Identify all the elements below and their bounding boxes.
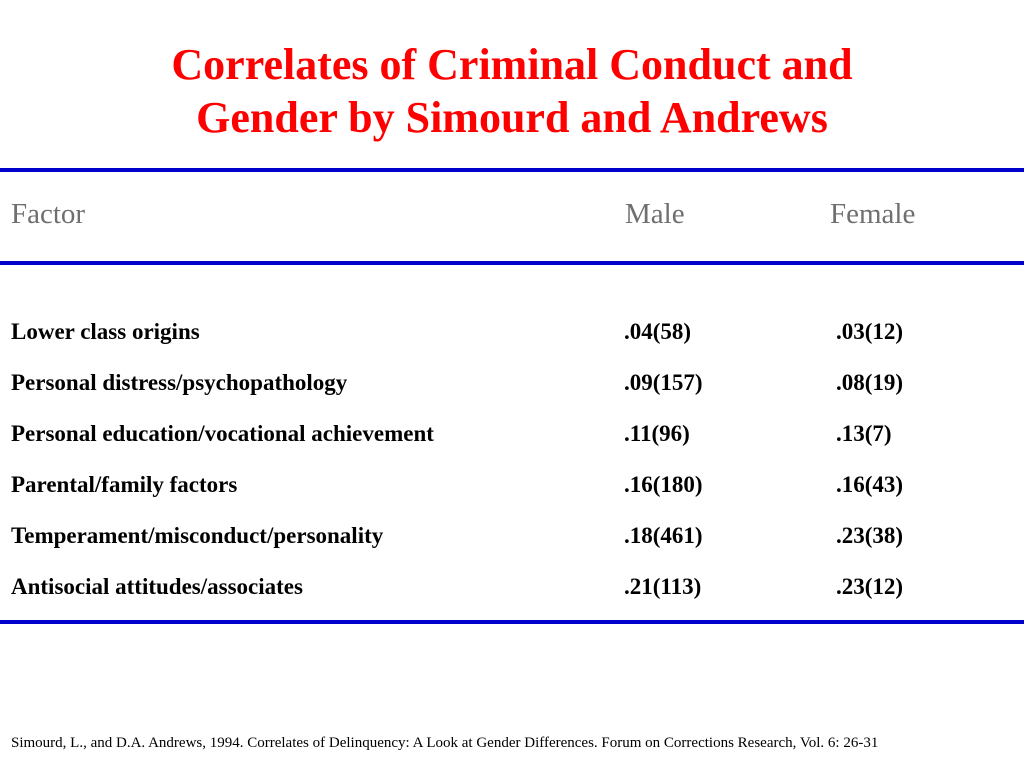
- header-divider: [0, 261, 1024, 265]
- male-cell: .09(157): [624, 370, 703, 395]
- factor-cell: Temperament/misconduct/personality: [11, 523, 384, 548]
- column-header-male: Male: [625, 198, 685, 230]
- factor-cell: Antisocial attitudes/associates: [11, 574, 303, 599]
- title-line-2: Gender by Simourd and Andrews: [196, 93, 828, 142]
- table-row: [0, 313, 1024, 364]
- slide-title: [0, 38, 1024, 144]
- table-row: [0, 415, 1024, 466]
- male-cell: .16(180): [624, 472, 703, 497]
- female-cell: .13(7): [836, 421, 892, 446]
- female-cell: .23(38): [836, 523, 904, 548]
- title-line-1: Correlates of Criminal Conduct and: [171, 40, 853, 89]
- table-row: [0, 466, 1024, 517]
- table-row: [0, 568, 1024, 619]
- factor-cell: Parental/family factors: [11, 472, 238, 497]
- citation: Simourd, L., and D.A. Andrews, 1994. Correlates of Delinquency: A Look at Gender Differences. Forum on Corrections Research, Vol. 6: 26-31: [11, 735, 879, 751]
- factor-cell: Personal education/vocational achievement: [11, 421, 434, 446]
- female-cell: .03(12): [836, 319, 904, 344]
- male-cell: .18(461): [624, 523, 703, 548]
- male-cell: .11(96): [624, 421, 690, 446]
- factor-cell: Lower class origins: [11, 319, 200, 344]
- column-header-factor: Factor: [11, 198, 86, 230]
- table-row: [0, 364, 1024, 415]
- female-cell: .08(19): [836, 370, 904, 395]
- top-divider: [0, 168, 1024, 172]
- bottom-divider: [0, 620, 1024, 624]
- male-cell: .21(113): [624, 574, 702, 599]
- table-body: [0, 313, 1024, 619]
- female-cell: .23(12): [836, 574, 904, 599]
- female-cell: .16(43): [836, 472, 904, 497]
- table-row: [0, 517, 1024, 568]
- male-cell: .04(58): [624, 319, 692, 344]
- column-header-female: Female: [830, 198, 916, 230]
- factor-cell: Personal distress/psychopathology: [11, 370, 348, 395]
